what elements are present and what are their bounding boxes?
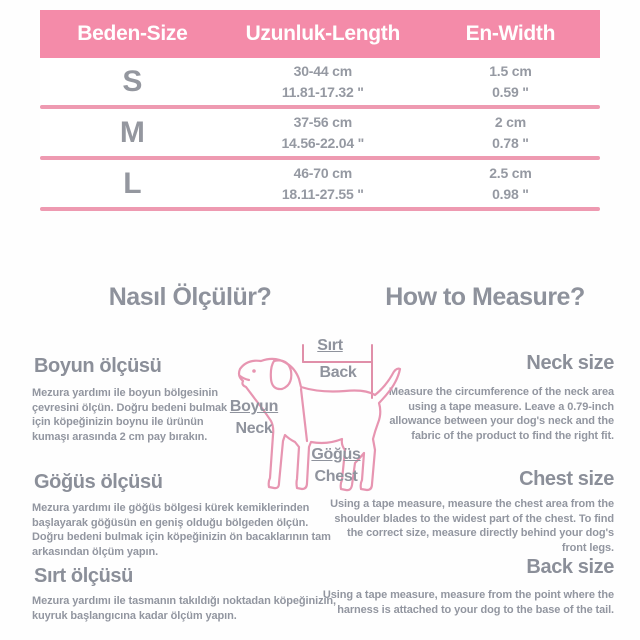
header-cell-width: En-Width <box>465 22 556 45</box>
length-cell <box>225 61 421 102</box>
diagram-label-back-en: Back <box>319 364 357 381</box>
width-cm: 1.5 cm <box>489 63 532 80</box>
length-cm: 30-44 cm <box>293 63 352 80</box>
en-section-title: How to Measure? <box>385 283 585 311</box>
chest-size-heading-en: Chest size <box>519 468 614 490</box>
diagram-label-chest-en: Chest <box>314 468 358 485</box>
length-cm: 37-56 cm <box>293 114 352 131</box>
table-row-m <box>40 109 600 156</box>
width-cm: 2.5 cm <box>489 165 532 182</box>
row-separator <box>40 207 600 211</box>
width-cell <box>421 163 600 204</box>
diagram-label-neck-en: Neck <box>235 420 273 437</box>
back-measure-heading-tr: Sırt ölçüsü <box>34 565 133 587</box>
table-row-s <box>40 58 600 105</box>
header-cell-size: Beden-Size <box>77 22 188 45</box>
dog-ear <box>271 360 292 389</box>
tr-section-title: Nasıl Ölçülür? <box>108 283 272 311</box>
back-size-heading-en: Back size <box>526 556 614 578</box>
chest-measure-heading-tr: Göğüs ölçüsü <box>34 471 163 493</box>
width-cell <box>421 61 600 102</box>
neck-size-heading-en: Neck size <box>526 352 614 374</box>
neck-measure-heading-tr: Boyun ölçüsü <box>34 355 162 377</box>
width-cell <box>421 112 600 153</box>
dog-eye <box>252 369 256 373</box>
diagram-label-back-tr: Sırt <box>317 337 343 354</box>
chest-strap-line <box>301 389 307 441</box>
length-in: 14.56-22.04 " <box>281 134 365 151</box>
size-cell: L <box>123 166 142 200</box>
size-cell: S <box>122 64 143 98</box>
back-size-text-en: Using a tape measure, measure from the point where the harness is attached to your dog to the base of the tail. <box>322 589 614 616</box>
neck-measure-text-tr: Mezura yardımı ile boyun bölgesinin çevresini ölçün. Doğru bedeni bulmak için köpeğinizin boynu ile ürünün kumaşı arasında 2 cm pay bırakın. <box>32 387 228 443</box>
chest-size-text-en: Using a tape measure, measure the chest area from the shoulder blades to the widest part of the chest. To find the correct size, measure directly behind your dog's front legs. <box>330 498 614 554</box>
header-cell-length: Uzunluk-Length <box>245 22 401 45</box>
size-chart-table <box>40 10 600 211</box>
length-in: 11.81-17.32 " <box>281 83 364 100</box>
neck-size-text-en: Measure the circumference of the neck area using a tape measure. Leave a 0.79-inch allowance between your dog's neck and the fabric of the product to find the right fit. <box>388 386 614 442</box>
width-in: 0.78 " <box>492 134 529 151</box>
diagram-label-chest-tr: Göğüs <box>311 446 361 463</box>
length-cell <box>225 163 421 204</box>
length-cm: 46-70 cm <box>293 165 352 182</box>
length-cell <box>225 112 421 153</box>
table-row-l <box>40 160 600 207</box>
diagram-label-neck-tr: Boyun <box>229 398 279 415</box>
chest-measure-text-tr: Mezura yardımı ile göğüs bölgesi kürek kemiklerinden başlayarak göğüsün en geniş olduğu bölgeden ölçün. Doğru bedeni bulmak için köpeğinizin ön bacaklarının tam arkasından ölçüm yapın. <box>32 502 331 558</box>
length-in: 18.11-27.55 " <box>281 185 364 202</box>
width-in: 0.59 " <box>492 83 529 100</box>
width-cm: 2 cm <box>494 114 526 131</box>
table-header-row <box>40 10 600 58</box>
size-cell: M <box>119 115 145 149</box>
width-in: 0.98 " <box>492 185 529 202</box>
back-measure-text-tr: Mezura yardımı ile tasmanın takıldığı noktadan köpeğinizin, kuyruk başlangıcına kadar ölçüm yapın. <box>32 595 336 622</box>
